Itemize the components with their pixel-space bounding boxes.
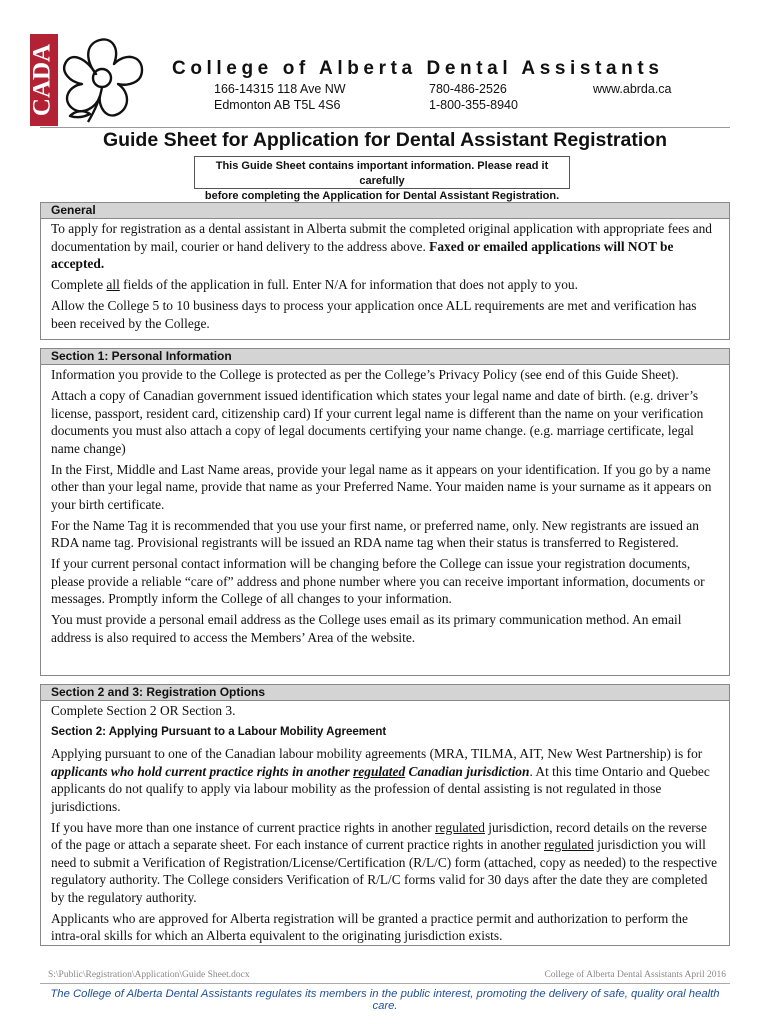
- phone-local: 780-486-2526: [429, 82, 507, 96]
- header-divider: [40, 127, 730, 128]
- notice-box: [194, 156, 570, 202]
- general-p1-text: To apply for registration as a dental assistant in Alberta submit the completed original application with appropriate fees and documentation by mail, courier or hand delivery to the address above.: [51, 221, 712, 254]
- address-block: [214, 81, 346, 113]
- address-line2: Edmonton AB T5L 4S6: [214, 98, 341, 112]
- reg-p2-emphasis: applicants who hold current practice rights in another: [51, 763, 354, 779]
- org-name: College of Alberta Dental Assistants: [172, 58, 664, 79]
- general-paragraph: [51, 276, 720, 294]
- section-general-body: [41, 219, 729, 332]
- personal-info-paragraph: Information you provide to the College is protected as per the College’s Privacy Policy (see end of this Guide Sheet).: [51, 367, 679, 382]
- reg-p3-text-mid: jurisdiction, record details on the reverse of the page or attach a separate sheet. For each instance of current practice rights in another: [51, 819, 707, 852]
- registration-paragraph: [51, 745, 720, 815]
- logo-text: CADA: [30, 43, 56, 117]
- reg-p2-text-end: . At this time Ontario and Quebec applicants do not qualify to apply via labour mobility as the profession of dental assisting is not regulated in those jurisdictions.: [51, 763, 710, 814]
- phone-tollfree: 1-800-355-8940: [429, 98, 518, 112]
- notice-line1: This Guide Sheet contains important information. Please read it carefully: [215, 160, 549, 187]
- labour-mobility-subheading: Section 2: Applying Pursuant to a Labour Mobility Agreement: [51, 725, 387, 738]
- reg-p3-text-end: jurisdiction you will need to submit a Verification of Registration/License/Certification (R/L/C) form (attached, copy as needed) to the respective regulatory authority. The College considers Verification of R/L/C forms valid for 30 days after the date they are completed by the regulatory authority.: [51, 837, 718, 905]
- section-registration-options: [40, 684, 730, 946]
- section-registration-options-heading: Section 2 and 3: Registration Options: [41, 685, 729, 701]
- flower-logo-icon: [30, 34, 162, 126]
- phone-block: [429, 81, 518, 113]
- general-paragraph: [51, 220, 720, 273]
- section-general-heading: General: [41, 203, 729, 219]
- personal-info-paragraph: If your current personal contact information will be changing before the College can issue your registration documents, please provide a reliable “care of” address and phone number where you can receive important information, documents or messages. Promptly inform the College of all changes to your information.: [51, 556, 705, 606]
- general-p2-underline: all: [106, 277, 120, 292]
- registration-paragraph: [51, 819, 720, 907]
- notice-line2: before completing the Application for Dental Assistant Registration.: [204, 190, 560, 202]
- personal-info-paragraph: Attach a copy of Canadian government issued identification which states your legal name and date of birth. (e.g. driver’s license, passport, resident card, citizenship card) If your current legal name is different than the name on your verification documents you must also attach a copy of legal documents certifying your name change. (e.g. marriage certificate, legal name change): [51, 388, 704, 456]
- registration-paragraph: Applicants who are approved for Alberta registration will be granted a practice permit and authorization to perform the intra-oral skills for which an Alberta equivalent to the originating jurisdiction exists.: [51, 910, 688, 943]
- footer-org-date: College of Alberta Dental Assistants April 2016: [544, 970, 726, 980]
- section-personal-info: [40, 348, 730, 676]
- reg-p2-underline: regulated: [353, 763, 406, 779]
- section-personal-info-body: [41, 365, 729, 646]
- footer-file-path: S:\Public\Registration\Application\Guide Sheet.docx: [48, 970, 250, 980]
- reg-p2-text: Applying pursuant to one of the Canadian labour mobility agreements (MRA, TILMA, AIT, New West Partnership) is for: [51, 746, 703, 761]
- footer-divider: [40, 983, 730, 984]
- general-paragraph: Allow the College 5 to 10 business days to process your application once ALL requirements are met and verification has been received by the College.: [51, 298, 697, 331]
- general-p2-text-end: fields of the application in full. Enter N/A for information that does not apply to you.: [119, 277, 578, 292]
- section-general: [40, 202, 730, 340]
- section-registration-options-body: [41, 701, 729, 945]
- reg-p3-underline-1: regulated: [435, 819, 485, 835]
- general-p2-text: Complete: [51, 277, 107, 292]
- reg-p2-emphasis-end: Canadian jurisdiction: [405, 763, 530, 779]
- general-p1-emphasis: Faxed or emailed applications will NOT be accepted.: [51, 238, 674, 271]
- personal-info-paragraph: In the First, Middle and Last Name areas, provide your legal name as it appears on your identification. If you go by a name other than your legal name, provide that name as your Preferred Name. Your maiden name is your surname as it appears on your birth certificate.: [51, 461, 712, 512]
- cada-logo: [30, 34, 162, 126]
- footer-tagline: The College of Alberta Dental Assistants regulates its members in the public interest, promoting the delivery of safe, quality oral health care.: [50, 988, 720, 1012]
- section-personal-info-heading: Section 1: Personal Information: [41, 349, 729, 365]
- reg-p3-underline-2: regulated: [544, 837, 594, 852]
- personal-info-paragraph: You must provide a personal email address as the College uses email as its primary communication method. An email address is also required to access the Members’ Area of the website.: [51, 612, 682, 645]
- personal-info-paragraph: For the Name Tag it is recommended that you use your first name, or preferred name, only. New registrants are issued an RDA name tag. Provisional registrants will be issued an RDA name tag when their status is transferred to Registered.: [51, 517, 699, 550]
- reg-p3-text: If you have more than one instance of current practice rights in another: [51, 819, 436, 835]
- page-title: Guide Sheet for Application for Dental Assistant Registration: [102, 129, 668, 151]
- website: www.abrda.ca: [593, 82, 672, 96]
- address-line1: 166-14315 118 Ave NW: [214, 82, 346, 96]
- registration-paragraph: Complete Section 2 OR Section 3.: [51, 703, 236, 718]
